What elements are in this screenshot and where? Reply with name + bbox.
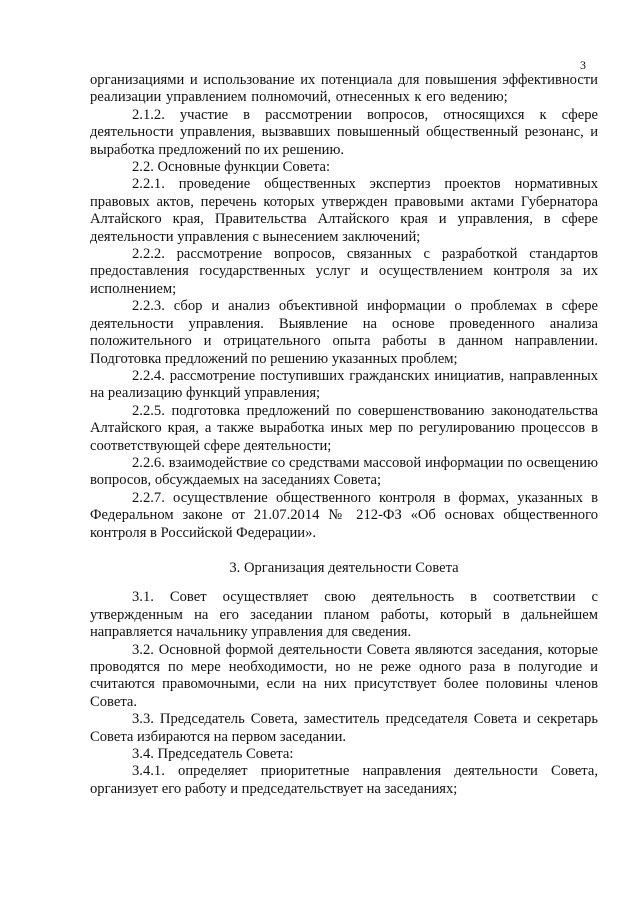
paragraph-2-2-5: 2.2.5. подготовка предложений по совершенствованию законодательства Алтайского края, а также выработка иных мер по регулированию процессов в соответствующей сфере деятельности; [90,402,598,454]
paragraph-2-2-1: 2.2.1. проведение общественных экспертиз проектов нормативных правовых актов, перечень которых утвержден правовыми актами Губернатора Алтайского края, Правительства Алтайского края и управления, в сфере деятельности управления с вынесением заключений; [90,176,598,245]
paragraph-3-1: 3.1. Совет осуществляет свою деятельность в соответствии с утвержденным на его заседании планом работы, который в дальнейшем направляется начальнику управления для сведения. [90,589,598,641]
paragraph-2-2-4: 2.2.4. рассмотрение поступивших гражданских инициатив, направленных на реализацию функций управления; [90,367,598,402]
paragraph-3-4-1: 3.4.1. определяет приоритетные направления деятельности Совета, организует его работу и председательствует на заседаниях; [90,763,598,797]
paragraph-2-2-2: 2.2.2. рассмотрение вопросов, связанных с разработкой стандартов предоставления государственных услуг и осуществлением контроля за их исполнением; [90,246,598,297]
paragraph-3-4: 3.4. Председатель Совета: [132,746,294,763]
paragraph-continuation: организациями и использование их потенциала для повышения эффективности реализации управлением полномочий, отнесенных к его ведению; [90,72,598,106]
paragraph-2-2-6: 2.2.6. взаимодействие со средствами массовой информации по освещению вопросов, обсуждаемых на заседаниях Совета; [90,454,598,489]
paragraph-3-3: 3.3. Председатель Совета, заместитель председателя Совета и секретарь Совета избираются на первом заседании. [90,711,598,745]
paragraph-3-2: 3.2. Основной формой деятельности Совета являются заседания, которые проводятся по мере необходимости, но не реже одного раза в полугодие и считаются правомочными, если на них присутствует более половины членов Совета. [90,641,598,710]
document-body [90,72,598,798]
section-heading: 3. Организация деятельности Совета [229,559,459,576]
paragraph-2-2: 2.2. Основные функции Совета: [132,159,331,176]
paragraph-2-2-7: 2.2.7. осуществление общественного контроля в формах, указанных в Федеральном законе от 21.07.2014 № 212-ФЗ «Об основах общественного контроля в Российской Федерации». [90,489,598,541]
paragraph-2-1-2: 2.1.2. участие в рассмотрении вопросов, относящихся к сфере деятельности управления, вызвавших повышенный общественный резонанс, и выработка предложений по их решению. [90,106,598,158]
page-number: 3 [580,58,586,72]
paragraph-2-2-3: 2.2.3. сбор и анализ объективной информации о проблемах в сфере деятельности управления. Выявление на основе проведенного анализа положительного и отрицательного опыта работы в данном направлении. Подготовка предложений по решению указанных проблем; [90,298,598,367]
